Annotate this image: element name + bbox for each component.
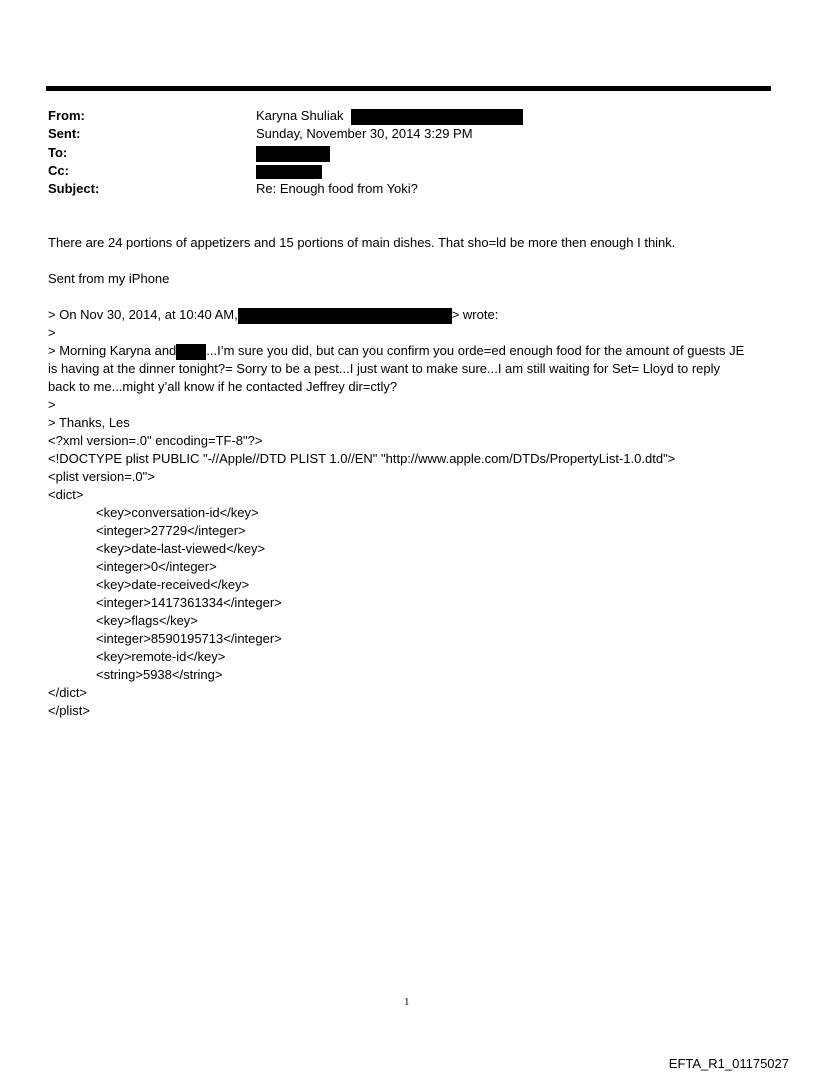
bates-number: EFTA_R1_01175027 [668, 1056, 789, 1071]
xml-declaration: <?xml version=.0" encoding=TF-8"?> [48, 433, 263, 448]
redaction-block [256, 165, 322, 179]
quote-header-line [48, 306, 498, 324]
doctype-line: <!DOCTYPE plist PUBLIC "-//Apple//DTD PLIST 1.0//EN" "http://www.apple.com/DTDs/PropertyList-1.0.dtd"> [48, 451, 676, 466]
quote-line: back to me...might y’all know if he contacted Jeffrey dir=ctly? [48, 379, 398, 394]
plist-open: <plist version=.0"> [48, 469, 155, 484]
plist-entry: <key>date-received</key> [96, 577, 250, 592]
page-number: 1 [404, 996, 410, 1008]
redaction-block [256, 146, 330, 162]
quote-on-prefix: > On Nov 30, 2014, at 10:40 AM, [48, 307, 238, 322]
plist-entry: <integer>27729</integer> [96, 523, 246, 538]
body-line: There are 24 portions of appetizers and 15 portions of main dishes. That sho=ld be more then enough I think. [48, 235, 676, 250]
plist-entry: <integer>1417361334</integer> [96, 595, 282, 610]
plist-entry: <integer>0</integer> [96, 559, 217, 574]
cc-value [256, 162, 322, 180]
to-label: To: [48, 145, 68, 160]
plist-entry: <key>remote-id</key> [96, 649, 226, 664]
quote-blank-line: > [48, 325, 56, 340]
plist-entry: <key>conversation-id</key> [96, 505, 259, 520]
subject-label: Subject: [48, 181, 100, 196]
quote-thanks-line: > Thanks, Les [48, 415, 130, 430]
plist-close: </plist> [48, 703, 90, 718]
subject-value: Re: Enough food from Yoki? [256, 181, 418, 196]
header-rule [46, 86, 771, 91]
to-value [256, 144, 330, 162]
dict-close: </dict> [48, 685, 88, 700]
redaction-block [176, 344, 206, 360]
redaction-block [238, 308, 452, 324]
from-label: From: [48, 108, 85, 123]
quote-on-suffix: > wrote: [451, 307, 499, 322]
quote-blank-line: > [48, 397, 56, 412]
sent-label: Sent: [48, 126, 81, 141]
plist-entry: <string>5938</string> [96, 667, 223, 682]
redaction-block [351, 109, 523, 125]
plist-entry: <key>date-last-viewed</key> [96, 541, 266, 556]
quote-line: is having at the dinner tonight?= Sorry to be a pest...I just want to make sure...I am still waiting for Set= Lloyd to reply [48, 361, 721, 376]
dict-open: <dict> [48, 487, 84, 502]
signature-line: Sent from my iPhone [48, 271, 170, 286]
quote-line [48, 342, 744, 360]
from-name: Karyna Shuliak [256, 108, 344, 123]
sent-value: Sunday, November 30, 2014 3:29 PM [256, 126, 473, 141]
plist-entry: <integer>8590195713</integer> [96, 631, 282, 646]
cc-label: Cc: [48, 163, 69, 178]
quote-morning-suffix: ...I’m sure you did, but can you confirm you orde=ed enough food for the amount of guests JE [206, 343, 745, 358]
from-value [256, 107, 523, 125]
plist-entry: <key>flags</key> [96, 613, 198, 628]
quote-morning-prefix: > Morning Karyna and [48, 343, 177, 358]
